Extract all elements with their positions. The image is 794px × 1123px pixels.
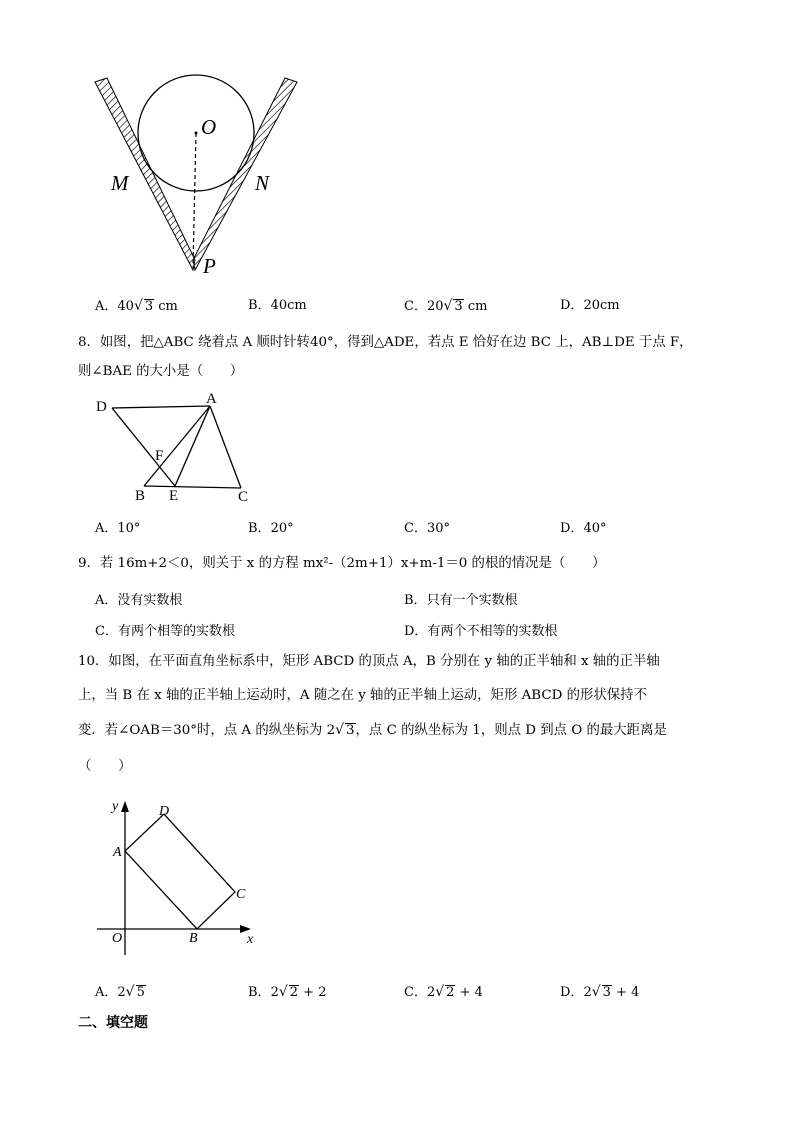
q10-option-c[interactable]: C．2√ 2 + 4 (404, 984, 483, 1000)
q9-option-b[interactable]: B．只有一个实数根 (404, 593, 518, 608)
q8-option-d[interactable]: D．40° (560, 521, 607, 536)
sqrt-icon: √ (435, 984, 445, 1000)
q8-option-c[interactable]: C．30° (404, 521, 450, 536)
right-bracket-arm (193, 78, 297, 270)
q9-option-c[interactable]: C．有两个相等的实数根 (95, 624, 235, 639)
q9-stem: 9．若 16m+2＜0，则关于 x 的方程 mx²-（2m+1）x+m-1＝0 的根的情况是（ ） (78, 556, 606, 571)
rectangle-abcd (125, 814, 235, 929)
q10-stem-line2: 上，当 B 在 x 轴的正半轴上运动时，A 随之在 y 轴的正半轴上运动，矩形 ABCD 的形状保持不 (78, 688, 647, 703)
sqrt-icon: √ (443, 298, 453, 314)
figure-coordinate-rectangle (95, 795, 265, 960)
label-f: F (155, 448, 164, 464)
q9-option-a[interactable]: A．没有实数根 (95, 593, 183, 608)
q8-stem-line2: 则∠BAE 的大小是（ ） (78, 364, 244, 379)
label-a: A (206, 391, 217, 407)
q8-option-a[interactable]: A．10° (95, 521, 141, 536)
left-bracket-arm (95, 78, 195, 270)
q10-option-b[interactable]: B．2√ 2 + 2 (248, 984, 327, 1000)
label-d: D (159, 804, 170, 819)
label-d: D (96, 399, 107, 415)
q10-stem-line4: （ ） (78, 759, 132, 774)
sqrt-icon: √ (125, 984, 135, 1000)
section-title: 二、填空题 (78, 1015, 148, 1031)
y-axis-arrow (121, 801, 129, 812)
label-c: C (236, 887, 246, 902)
label-a: A (113, 845, 122, 860)
q7-option-c[interactable]: C．20√ 3 cm (404, 298, 488, 314)
q7-option-a[interactable]: A．40√ 3 cm (95, 298, 178, 314)
figure-triangles-ade-abc (88, 388, 268, 508)
label-o: O (112, 931, 123, 946)
q10-option-a[interactable]: A．2√ 5 (95, 984, 145, 1000)
q10-stem-line1: 10．如图，在平面直角坐标系中，矩形 ABCD 的顶点 A，B 分别在 y 轴的正半轴和 x 轴的正半轴 (78, 654, 660, 669)
label-x: x (247, 932, 254, 947)
q7-option-b[interactable]: B．40cm (248, 298, 307, 313)
sqrt-icon: √ (278, 984, 288, 1000)
label-e: E (169, 488, 179, 504)
q8-stem-line1: 8．如图，把△ABC 绕着点 A 顺时针转40°，得到△ADE，若点 E 恰好在边 BC 上，AB⊥DE 于点 F， (78, 335, 693, 350)
label-o: O (201, 115, 217, 139)
dashed-op (193, 133, 196, 266)
label-c: C (238, 489, 249, 505)
sqrt-icon: √ (335, 722, 345, 738)
label-p: P (203, 254, 216, 278)
label-b: B (189, 931, 198, 946)
figure-v-bracket-circle (85, 70, 315, 280)
label-y: y (112, 799, 119, 814)
q10-option-d[interactable]: D．2√ 3 + 4 (560, 984, 640, 1000)
sqrt-icon: √ (591, 984, 601, 1000)
q7-option-d[interactable]: D．20cm (560, 298, 620, 313)
label-b: B (135, 488, 146, 504)
label-n: N (255, 171, 270, 195)
q9-option-d[interactable]: D．有两个不相等的实数根 (404, 624, 558, 639)
label-m: M (111, 171, 129, 195)
q8-option-b[interactable]: B．20° (248, 521, 294, 536)
q10-stem-line3: 变．若∠OAB＝30°时，点 A 的纵坐标为 2√ 3，点 C 的纵坐标为 1，则点 D 到点 O 的最大距离是 (78, 722, 667, 738)
sqrt-icon: √ (133, 298, 143, 314)
